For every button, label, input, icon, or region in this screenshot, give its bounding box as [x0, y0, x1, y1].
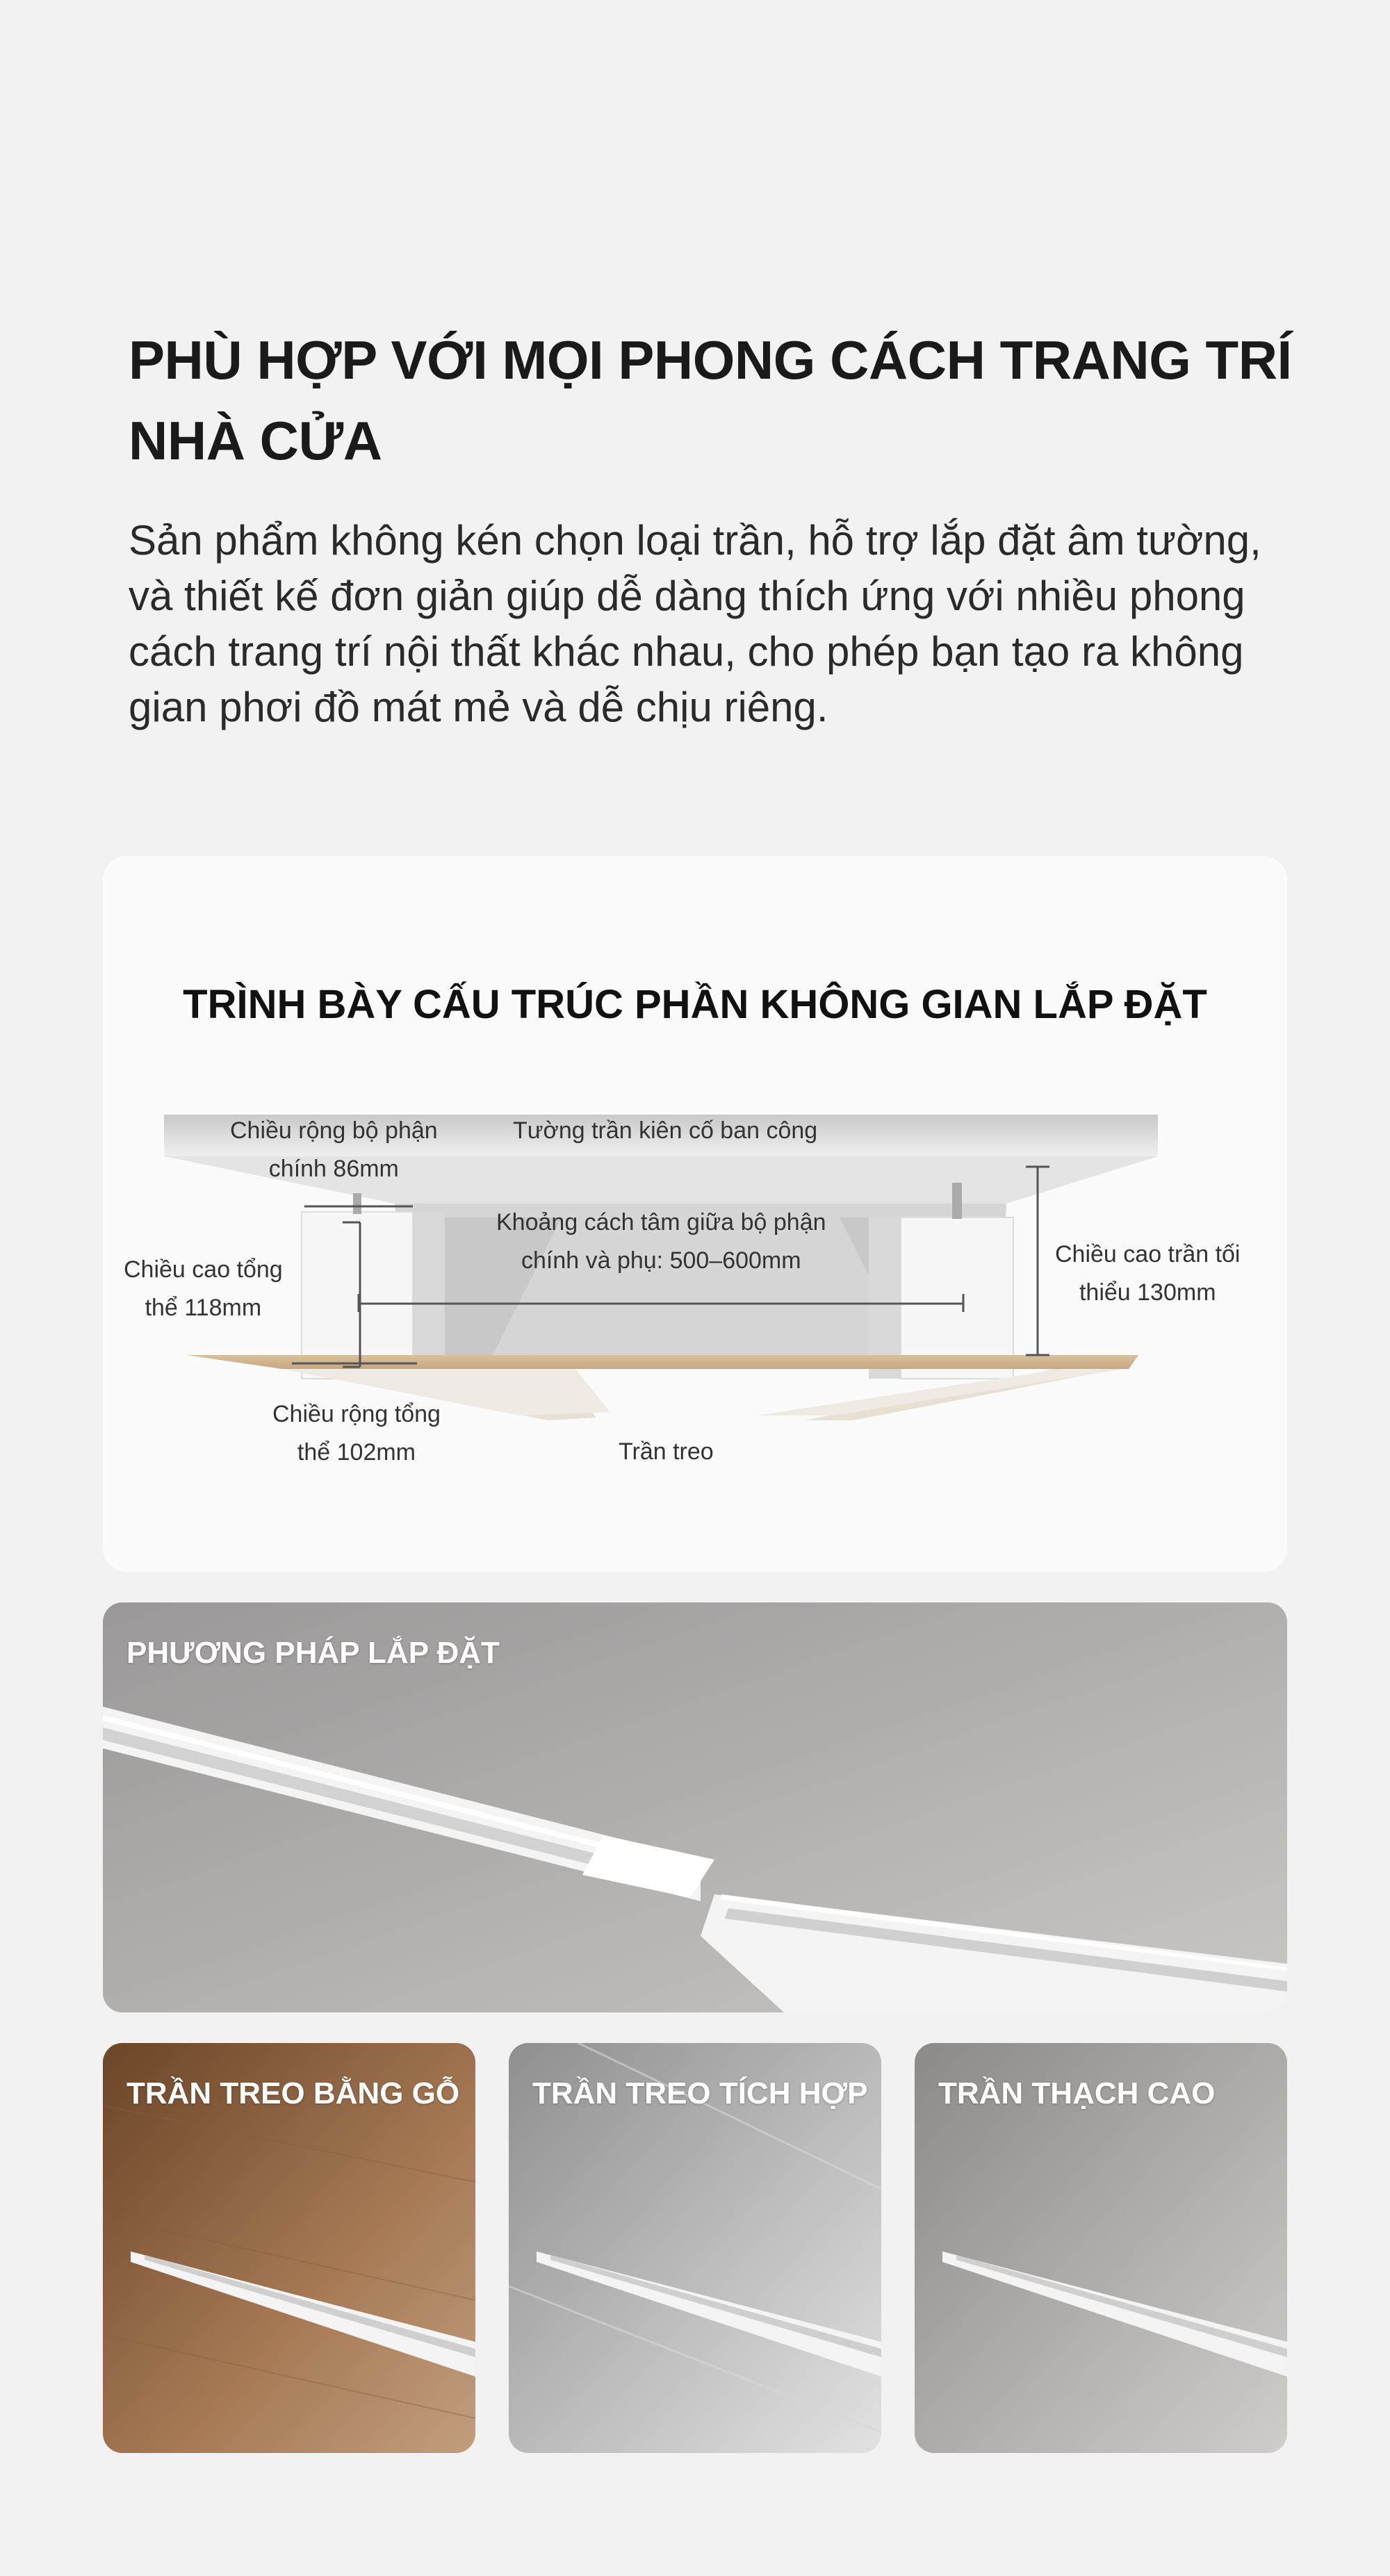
label-suspended-ceiling: Trần treo: [619, 1438, 714, 1465]
integrated-ceiling-label: TRẦN TREO TÍCH HỢP: [532, 2076, 868, 2110]
title-line-1: PHÙ HỢP VỚI MỌI PHONG CÁCH TRANG TRÍ: [129, 329, 1292, 391]
diagram-card: [103, 856, 1287, 1572]
install-method-label: PHƯƠNG PHÁP LẮP ĐẶT: [126, 1636, 500, 1670]
secondary-unit-right: [901, 1217, 1013, 1379]
gypsum-ceiling-photo: [915, 2043, 1287, 2453]
gypsum-ceiling-label: TRẦN THẠCH CAO: [938, 2076, 1216, 2110]
label-center-distance: Khoảng cách tâm giữa bộ phận chính và phụ: 500–600mm: [496, 1209, 826, 1274]
wood-ceiling-photo: [103, 2043, 475, 2453]
label-min-height: Chiều cao trần tối thiểu 130mm: [1055, 1241, 1241, 1306]
label-wall: Tường trần kiên cố ban công: [513, 1117, 818, 1144]
install-method-photo: [103, 1602, 1287, 2012]
wood-ceiling-label: TRẦN TREO BẰNG GỖ: [126, 2076, 460, 2110]
page-title: [129, 320, 1310, 481]
title-line-2: NHÀ CỬA: [129, 410, 382, 471]
hero-description: Sản phẩm không kén chọn loại trần, hỗ trợ lắp đặt âm tường, và thiết kế đơn giản giúp dễ dàng thích ứng với nhiều phong cách trang trí nội thất khác nhau, cho phép bạn tạo ra không gian phơi đồ mát mẻ và dễ chịu riêng.: [129, 517, 1261, 730]
label-total-height: Chiều cao tổng thể 118mm: [124, 1256, 283, 1321]
label-total-width: Chiều rộng tổng thể 102mm: [272, 1401, 441, 1466]
main-unit-left: [302, 1212, 413, 1379]
diagram-title: TRÌNH BÀY CẤU TRÚC PHẦN KHÔNG GIAN LẮP ĐẶT: [183, 982, 1207, 1027]
integrated-ceiling-photo: [509, 2043, 881, 2453]
label-main-width: Chiều rộng bộ phận chính 86mm: [230, 1117, 438, 1182]
suspended-ceiling: [186, 1355, 1138, 1369]
